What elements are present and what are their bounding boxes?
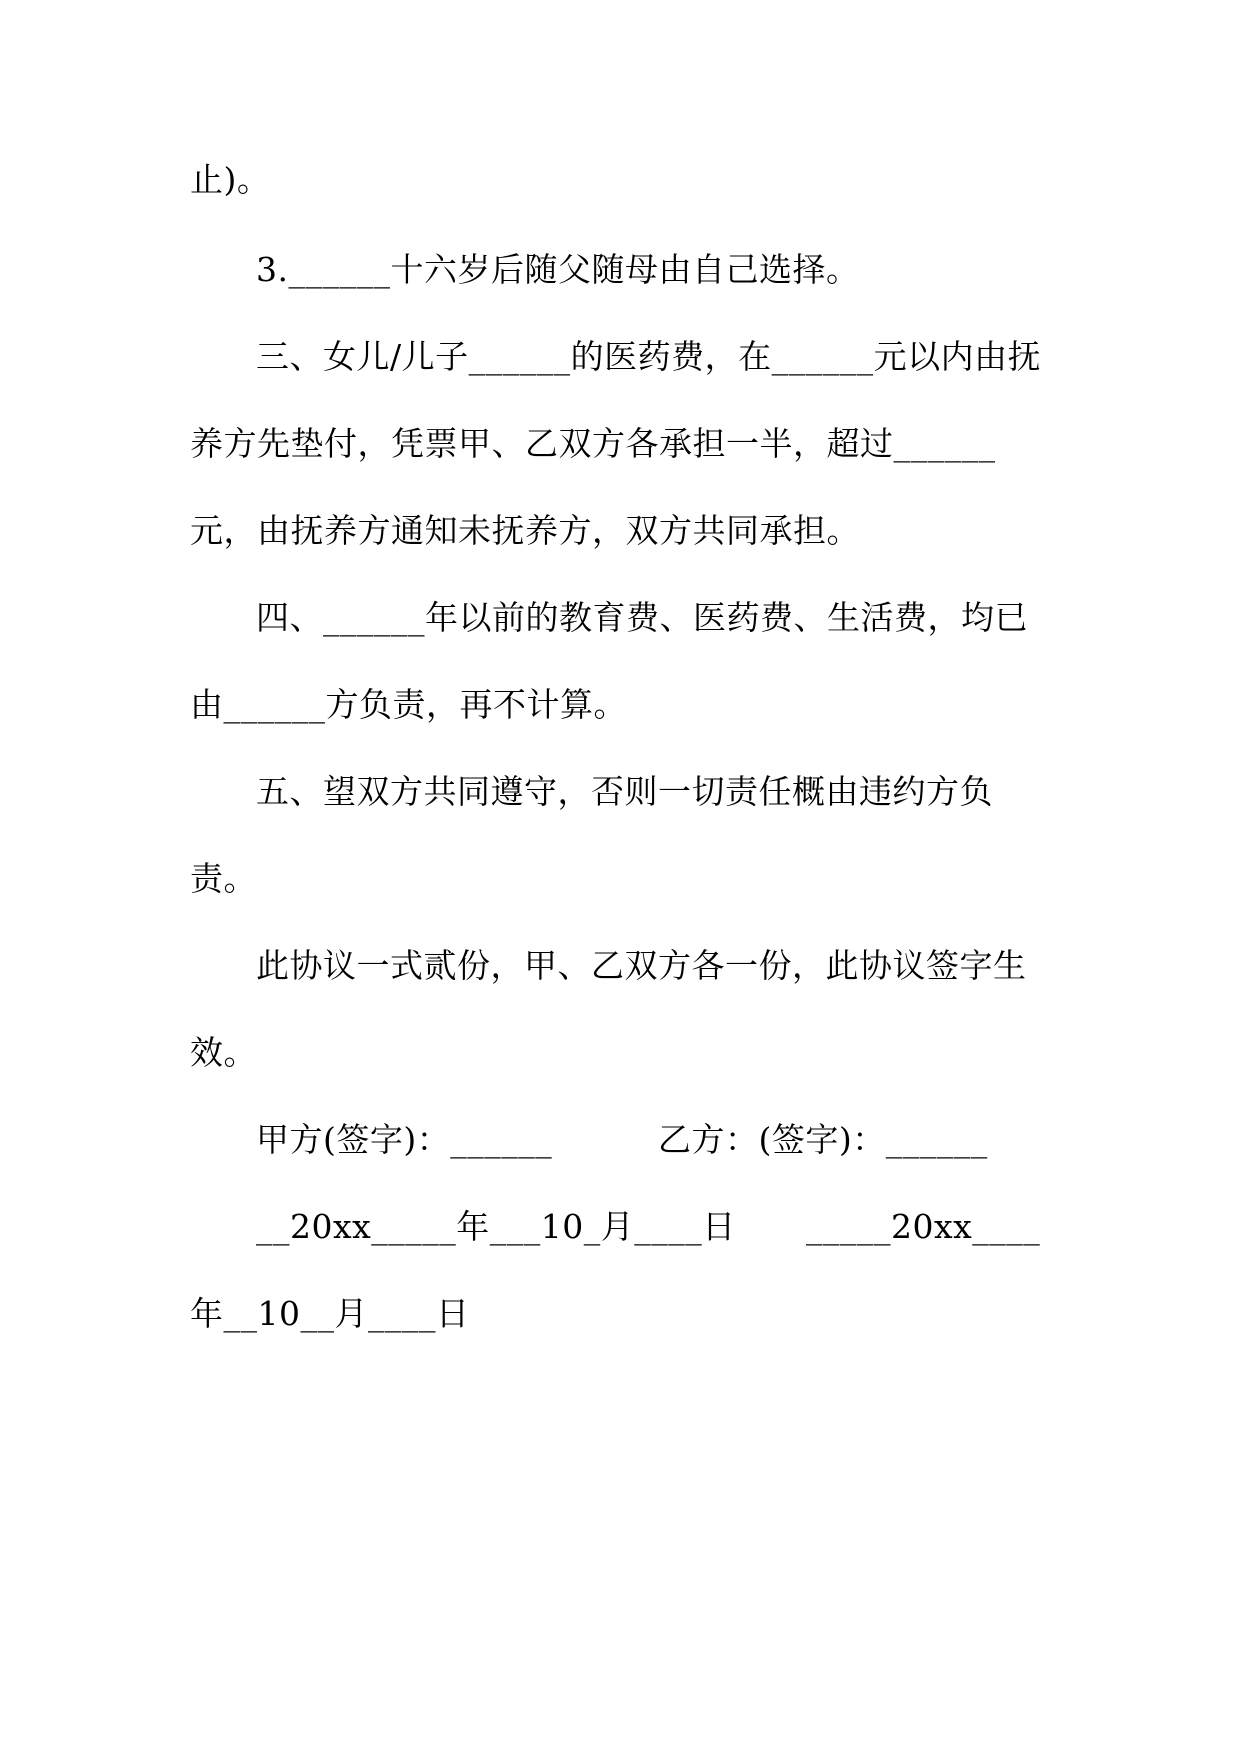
paragraph-line: 责。 — [190, 859, 257, 898]
paragraph-line: 效。 — [190, 1033, 257, 1072]
party-a-date: __20xx_____年___10_月____日 — [256, 1207, 736, 1246]
paragraph-line: 由______方负责，再不计算。 — [190, 685, 627, 724]
paragraph-line: 元，由抚养方通知未抚养方，双方共同承担。 — [190, 511, 860, 550]
party-a-signature: 甲方(签字)：______ — [256, 1120, 553, 1159]
paragraph-line: 四、______年以前的教育费、医药费、生活费，均已 — [256, 598, 1028, 637]
paragraph-line: 3.______十六岁后随父随母由自己选择。 — [256, 250, 860, 289]
party-b-date-part2: 年__10__月____日 — [190, 1294, 470, 1333]
paragraph-line: 养方先垫付，凭票甲、乙双方各承担一半，超过______ — [190, 424, 996, 463]
party-b-signature: 乙方：(签字)：______ — [658, 1120, 988, 1159]
paragraph-line: 止)。 — [190, 160, 271, 199]
paragraph-line: 五、望双方共同遵守，否则一切责任概由违约方负 — [256, 772, 993, 811]
party-b-date-part1: _____20xx____ — [806, 1207, 1041, 1246]
paragraph-line: 此协议一式贰份，甲、乙双方各一份，此协议签字生 — [256, 946, 1027, 985]
paragraph-line: 三、女儿/儿子______的医药费，在______元以内由抚 — [256, 337, 1042, 376]
